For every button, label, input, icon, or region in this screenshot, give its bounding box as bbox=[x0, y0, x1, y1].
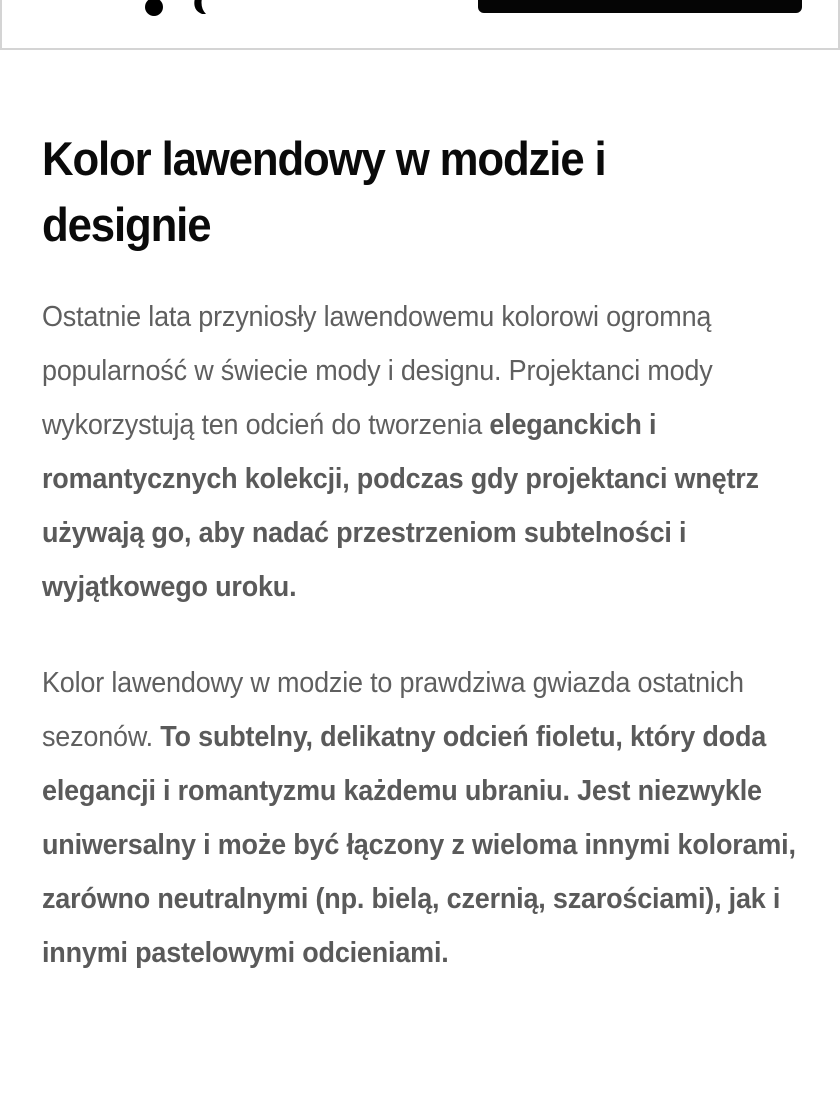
paragraph-1-text: Ostatnie lata przyniosły lawendowemu kolorowi ogromną popularność w świecie mody i designu. Projektanci mody wykorzystują ten odcień do tworzenia bbox=[42, 301, 713, 441]
article bbox=[42, 126, 812, 980]
paragraph-2-text: Kolor lawendowy w modzie to prawdziwa gwiazda ostatnich sezonów. bbox=[42, 667, 744, 753]
paragraph-2-bold-text: To subtelny, delikatny odcień fioletu, który doda elegancji i romantyzmu każdemu ubraniu. Jest niezwykle uniwersalny i może być łączony z wieloma innymi kolorami, zarówno neutralnymi (np. bielą, czernią, szarościami), jak i innymi pastelowymi odcieniami. bbox=[42, 721, 796, 969]
site-logo[interactable] bbox=[140, 0, 220, 16]
header-cta-button[interactable] bbox=[478, 0, 802, 13]
article-title: Kolor lawendowy w modzie i designie bbox=[42, 132, 606, 251]
article-paragraph-2 bbox=[42, 656, 805, 980]
logo-icon bbox=[140, 0, 220, 16]
paragraph-1-bold-text: eleganckich i romantycznych kolekcji, podczas gdy projektanci wnętrz używają go, aby nadać przestrzeniom subtelności i wyjątkowego uroku. bbox=[42, 409, 759, 603]
site-header bbox=[0, 0, 840, 50]
article-paragraph-1 bbox=[42, 290, 805, 614]
